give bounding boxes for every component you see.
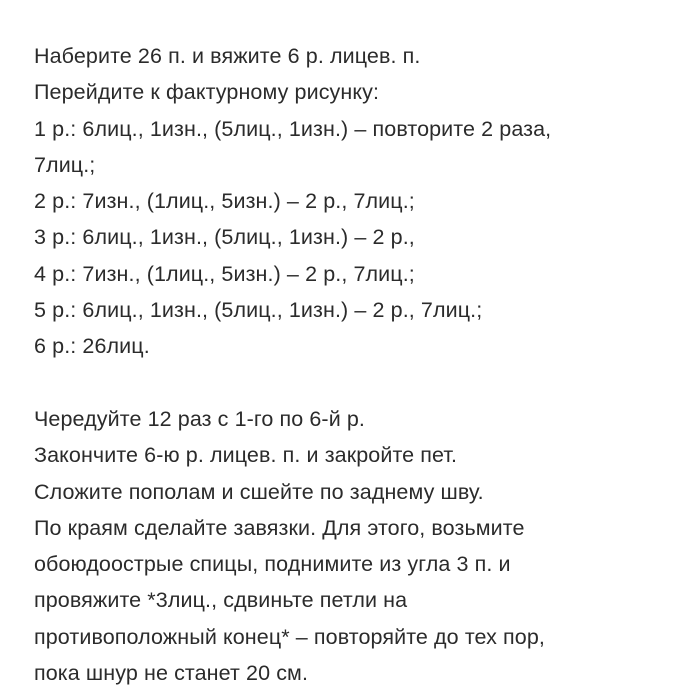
text-line: противоположный конец* – повторяйте до тех пор, (34, 624, 545, 649)
paragraph-cast-on-and-pattern (34, 38, 674, 365)
paragraph-finishing (34, 401, 674, 691)
text-line: По краям сделайте завязки. Для этого, возьмите (34, 515, 525, 540)
text-line: Закончите 6-ю р. лицев. п. и закройте пет. (34, 443, 458, 468)
text-line: обоюдоострые спицы, поднимите из угла 3 п. и (34, 552, 511, 577)
instructions-document (34, 38, 674, 691)
text-line: Перейдите к фактурному рисунку: (34, 80, 380, 105)
text-line: Наберите 26 п. и вяжите 6 р. лицев. п. (34, 44, 421, 68)
text-line: Чередуйте 12 раз с 1-го по 6-й р. (34, 406, 366, 431)
text-line: пока шнур не станет 20 см. (34, 661, 309, 686)
text-line: 3 р.: 6лиц., 1изн., (5лиц., 1изн.) – 2 р., (34, 225, 415, 250)
text-line: 2 р.: 7изн., (1лиц., 5изн.) – 2 р., 7лиц.; (34, 189, 415, 214)
text-line: провяжите *3лиц., сдвиньте петли на (34, 588, 408, 613)
text-line: Сложите пополам и сшейте по заднему шву. (34, 479, 484, 504)
text-line: 1 р.: 6лиц., 1изн., (5лиц., 1изн.) – повторите 2 раза, (34, 116, 552, 141)
paragraph-spacer (34, 365, 674, 401)
text-line: 6 р.: 26лиц. (34, 334, 150, 359)
text-line: 7лиц.; (34, 152, 96, 177)
text-line: 4 р.: 7изн., (1лиц., 5изн.) – 2 р., 7лиц.; (34, 261, 415, 286)
text-line: 5 р.: 6лиц., 1изн., (5лиц., 1изн.) – 2 р., 7лиц.; (34, 298, 483, 323)
